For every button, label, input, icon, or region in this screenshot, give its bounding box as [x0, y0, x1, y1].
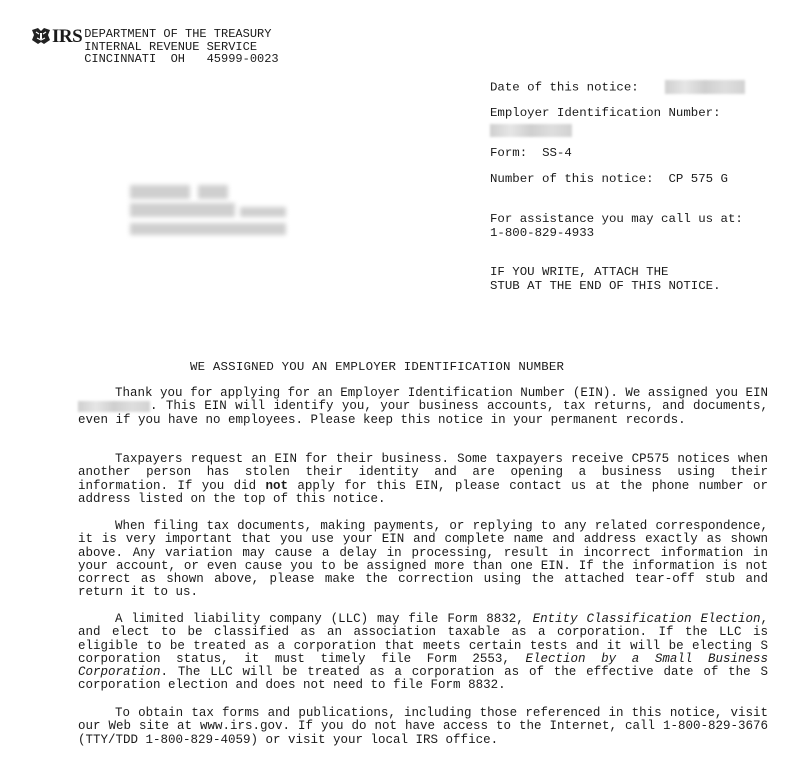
redacted-ein: [490, 121, 572, 139]
p3-text: When filing tax documents, making payments, or replying to any related correspondence, it is very important that you use your EIN and complete name and address exactly as shown above. Any variation may cause a delay in processing, result in incorrect information in your account, or even cause you to be assigned more than one EIN. If the information is not correct as shown above, please make the correction using the attached tear-off stub and return it to us.: [78, 519, 768, 600]
eagle-icon: [30, 26, 52, 46]
p2-bold-not: not: [265, 478, 289, 493]
irs-header: [30, 26, 279, 66]
irs-logo-text: IRS: [52, 26, 83, 47]
assistance-block: [490, 213, 743, 240]
agency-line-1: DEPARTMENT OF THE TREASURY: [84, 27, 272, 41]
agency-address: [84, 28, 278, 66]
redacted-date: [665, 80, 745, 94]
p2-text-b: apply for this EIN, please contact us at the phone number or address listed on the top of this notice.: [78, 478, 768, 506]
notice-date-label: Date of this notice:: [490, 80, 639, 95]
p4-form-2553-title: Election by a Small Business Corporation: [78, 651, 768, 680]
notice-number-value: CP 575 G: [668, 172, 728, 186]
notice-number-row: [490, 173, 728, 187]
p5-text: To obtain tax forms and publications, including those referenced in this notice, visit our Web site at www.irs.gov. If you do not have access to the Internet, call 1-800-829-3676 (TTY/TDD 1-800-829-4059) or visit your local IRS office.: [78, 706, 768, 747]
redacted-ein-inline: [78, 401, 150, 412]
notice-title: WE ASSIGNED YOU AN EMPLOYER IDENTIFICATION NUMBER: [190, 360, 565, 374]
p1-text-b: . This EIN will identify you, your business accounts, tax returns, and documents, even if you have no employees. Please keep this notice in your permanent records.: [78, 399, 768, 427]
p4-form-8832-title: Entity Classification Election: [532, 612, 761, 626]
write-instruction: [490, 266, 721, 293]
write-line-1: IF YOU WRITE, ATTACH THE: [490, 265, 669, 279]
p4-text-b: , and elect to be classified as an association taxable as a corporation. If the LLC is eligible to be treated as a corporation that meets certain tests and it will be electing S corporation status, it must timely file Form 2553,: [78, 612, 768, 666]
form-label: Form:: [490, 146, 528, 160]
form-row: [490, 147, 572, 161]
notice-date-row: [490, 80, 745, 95]
redacted-recipient-address: [130, 183, 286, 238]
p1-text-a: Thank you for applying for an Employer Identification Number (EIN). We assigned you EIN: [115, 386, 768, 400]
assistance-text: For assistance you may call us at:: [490, 212, 743, 226]
form-value: SS-4: [542, 146, 572, 160]
write-line-2: STUB AT THE END OF THIS NOTICE.: [490, 278, 721, 293]
paragraph-4: [78, 613, 768, 693]
p4-text-c: . The LLC will be treated as a corporation as of the effective date of the S corporation election and does not need to file Form 8832.: [78, 665, 768, 693]
paragraph-2: [78, 453, 768, 506]
ein-label: Employer Identification Number:: [490, 106, 721, 120]
paragraph-3: [78, 520, 768, 600]
paragraph-1: [78, 387, 768, 427]
p4-text-a: A limited liability company (LLC) may file Form 8832,: [115, 612, 524, 626]
paragraph-5: [78, 707, 768, 747]
irs-logo: [30, 26, 82, 46]
p2-text-a: Taxpayers request an EIN for their business. Some taxpayers receive CP575 notices when another person has stolen their identity and are opening a business using their information. If you did: [78, 452, 768, 493]
notice-number-label: Number of this notice:: [490, 172, 654, 186]
agency-line-2: INTERNAL REVENUE SERVICE: [84, 39, 258, 54]
agency-line-3: CINCINNATI OH 45999-0023: [84, 52, 279, 66]
assistance-phone: 1-800-829-4933: [490, 225, 595, 240]
